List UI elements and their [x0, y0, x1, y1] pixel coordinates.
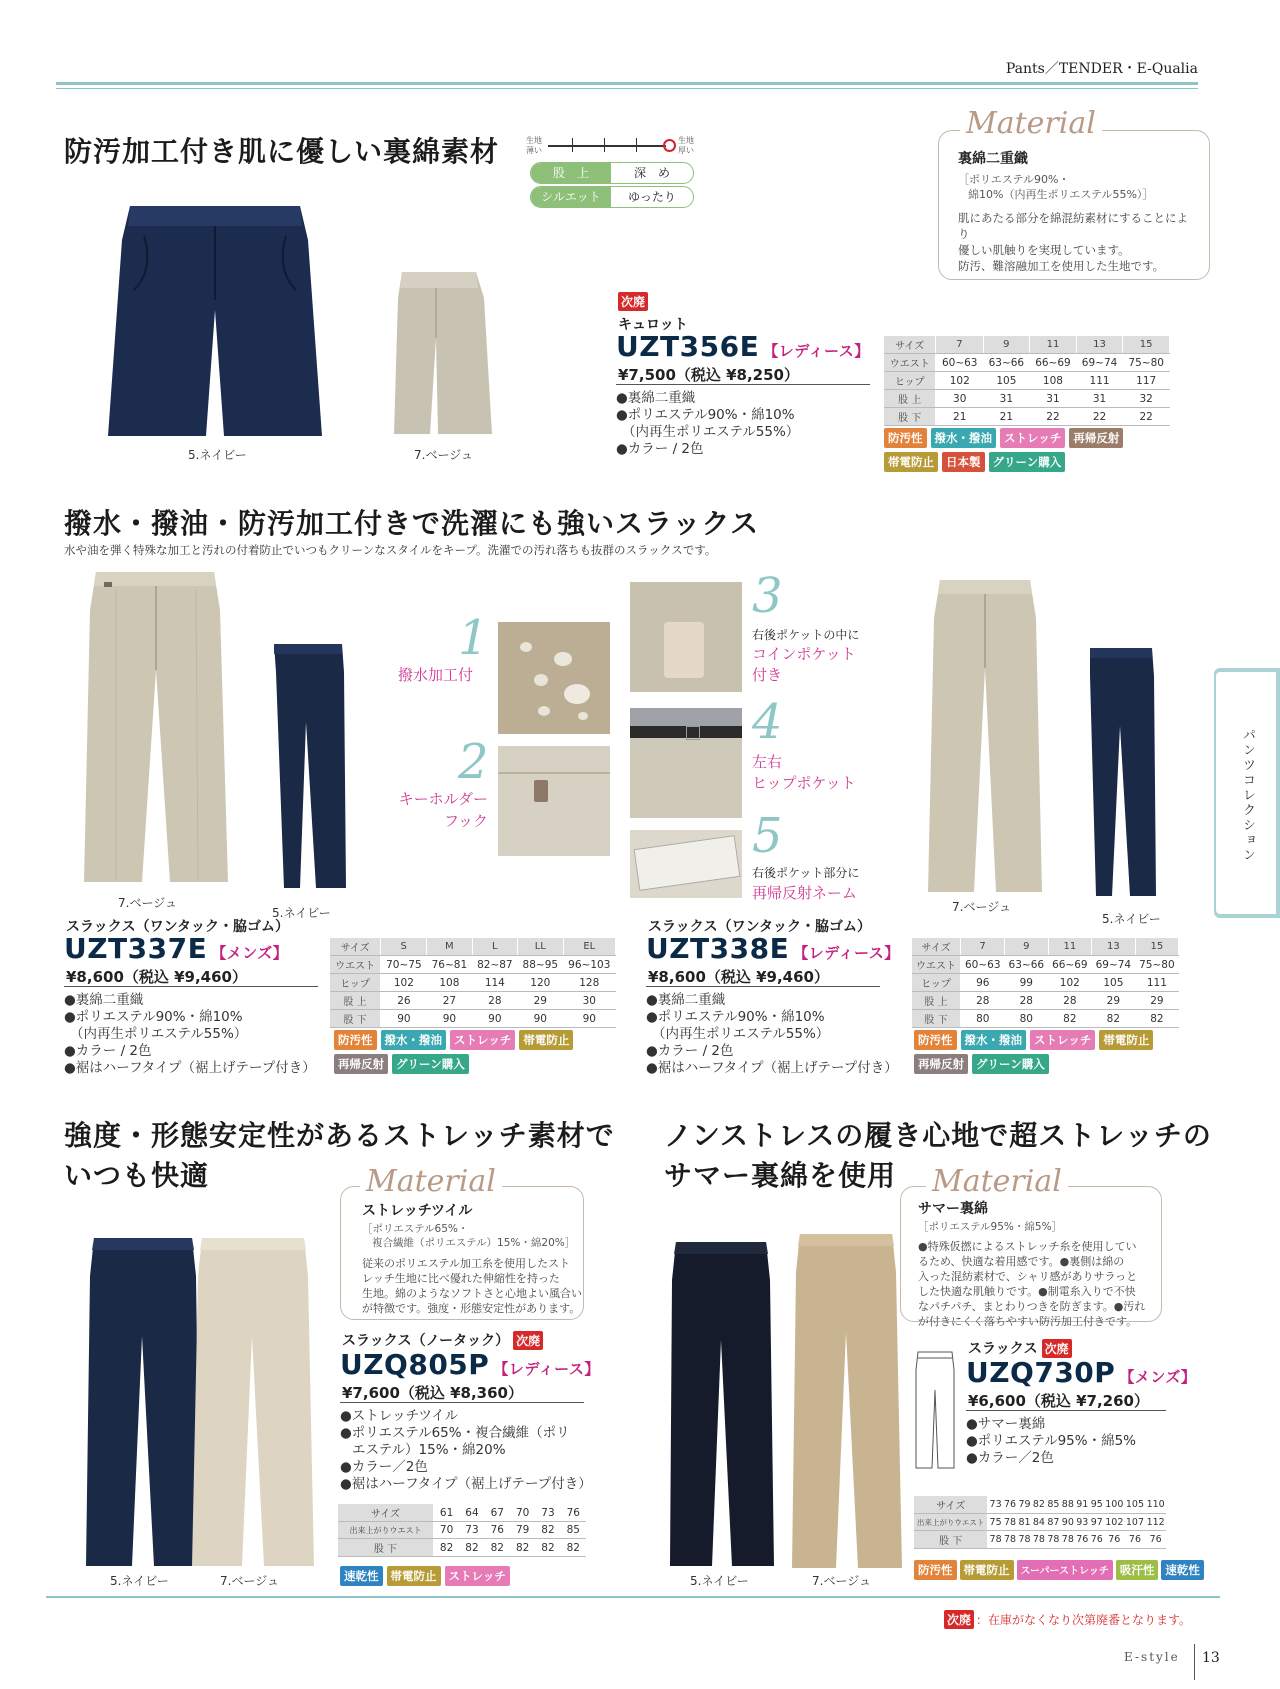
- caption-730-navy: 5.ネイビー: [690, 1574, 749, 1588]
- product-model-805: UZQ805P 【レディース】: [340, 1348, 600, 1381]
- badges-uzt337e: [334, 1030, 624, 1074]
- product-price-805: ¥7,600（税込 ¥8,360）: [342, 1384, 523, 1402]
- header-rule-thin: [56, 88, 1198, 89]
- scale-row-silhouette: シルエット ゆったり: [530, 186, 694, 208]
- badge: グリーン購入: [989, 452, 1066, 472]
- product-category-338: スラックス（ワンタック・脇ゴム）: [648, 919, 872, 935]
- product-features-730: ●サマー裏綿 ●ポリエステル95%・綿5% ●カラー／2色: [966, 1416, 1136, 1466]
- badge: ストレッチ: [1030, 1030, 1095, 1050]
- badge: 速乾性: [1161, 1560, 1204, 1580]
- caption-338-beige: 7.ベージュ: [952, 900, 1011, 914]
- badge: グリーン購入: [392, 1054, 469, 1074]
- culotte-navy-photo: [104, 200, 326, 440]
- product-price-338: ¥8,600（税込 ¥9,460）: [648, 968, 829, 986]
- product-price-730: ¥6,600（税込 ¥7,260）: [968, 1392, 1149, 1410]
- scale-line: [548, 145, 666, 147]
- badges-uzq805p: [340, 1566, 590, 1586]
- header-rule: [56, 82, 1198, 85]
- material-name-4: サマー裏綿: [918, 1201, 988, 1217]
- coin-pocket-photo: [630, 582, 742, 692]
- detail-pre-3: 右後ポケットの中に: [752, 628, 860, 642]
- slacks-337-navy-photo: [270, 642, 350, 892]
- badge: 再帰反射: [914, 1054, 968, 1074]
- size-table-uzq730p: サイズ 73 76 79 82 85 88 91 95 100 105 110 出来上がりウエスト 75 78 81 84 87 90 93 97 102 107 112 股 下 78 78 78 78 78 78 76 76 76 76 76: [914, 1496, 1166, 1549]
- detail-number-2: 2: [458, 734, 489, 790]
- badge: 帯電防止: [884, 452, 938, 472]
- caption-805-beige: 7.ベージュ: [220, 1574, 279, 1588]
- product-rule-337: [64, 986, 318, 987]
- badge: 防汚性: [334, 1030, 377, 1050]
- footer-divider: [1194, 1644, 1195, 1680]
- product-features-805: ●ストレッチツイル ●ポリエステル65%・複合繊維（ポリ エステル）15%・綿20% ●カラー／2色 ●裾はハーフタイプ（裾上げテープ付き）: [340, 1408, 592, 1492]
- footer-rule: [46, 1596, 1220, 1598]
- badge: 帯電防止: [519, 1030, 573, 1050]
- material-name-3: ストレッチツイル: [362, 1203, 473, 1219]
- reflective-name-photo: [630, 830, 742, 898]
- product-header-805: スラックス（ノータック） 次廃: [342, 1330, 543, 1350]
- badge: 速乾性: [340, 1566, 383, 1586]
- section1-headline: 防汚加工付き肌に優しい裏綿素材: [64, 135, 500, 168]
- product-header-730: スラックス 次廃: [968, 1338, 1072, 1358]
- size-table-uzq805p: サイズ 61 64 67 70 73 76 出来上がりウエスト 70 73 76 79 82 85 股 下 82 82 82 82 82 82: [338, 1504, 586, 1557]
- size-table-uzt338e: サイズ 7 9 11 13 15 ウエスト 60~63 63~66 66~69 69~74 75~80 ヒップ 96 99 102 105 111 股 上 28 28 28 29 29 股 下 80 80 82 82 82: [912, 938, 1179, 1028]
- product-features-338: ●裏綿二重織 ●ポリエステル90%・綿10% （内再生ポリエステル55%） ●カラー / 2色 ●裾はハーフタイプ（裾上げテープ付き）: [646, 992, 898, 1076]
- side-tab: [1214, 668, 1280, 918]
- badge: 撥水・撥油: [931, 428, 997, 448]
- detail-pre-5: 右後ポケット部分に: [752, 866, 860, 880]
- caption-730-beige: 7.ベージュ: [812, 1574, 871, 1588]
- material-title-4: Material: [926, 1164, 1068, 1199]
- detail-label-3: コインポケット 付き: [752, 645, 856, 684]
- product-features-337: ●裏綿二重織 ●ポリエステル90%・綿10% （内再生ポリエステル55%） ●カラー / 2色 ●裾はハーフタイプ（裾上げテープ付き）: [64, 992, 316, 1076]
- detail-label-4: 左右 ヒップポケット: [752, 753, 856, 792]
- product-model-338: UZT338E 【レディース】: [646, 932, 900, 965]
- product-rule-805: [340, 1402, 584, 1403]
- material-title-1: Material: [960, 106, 1102, 141]
- section2-lead: 水や油を弾く特殊な加工と汚れの付着防止でいつもクリーンなスタイルをキープ。洗濯での汚れ落ちも抜群のスラックスです。: [64, 543, 717, 557]
- caption-337-navy: 5.ネイビー: [272, 906, 331, 920]
- slacks-805-navy-photo: [84, 1236, 202, 1570]
- product-model-337: UZT337E 【メンズ】: [64, 932, 289, 965]
- running-title: Pants／TENDER・E-Qualia: [1005, 61, 1198, 77]
- badge: スーパーストレッチ: [1017, 1560, 1113, 1580]
- badge: ストレッチ: [445, 1566, 510, 1586]
- scale-right-bottom: 厚い: [678, 146, 694, 155]
- flat-trouser-sketch: [914, 1350, 956, 1470]
- badges-uzt338e: [914, 1030, 1204, 1074]
- section3-headline: 強度・形態安定性があるストレッチ素材で いつも快適: [64, 1119, 615, 1192]
- key-holder-photo: [498, 746, 610, 856]
- product-rule-730: [966, 1410, 1166, 1411]
- product-category: キュロット: [618, 317, 688, 333]
- material-name-1: 裏綿二重織: [958, 151, 1028, 167]
- section4-headline: ノンストレスの履き心地で超ストレッチの サマー裏綿を使用: [664, 1119, 1212, 1192]
- slacks-730-navy-photo: [666, 1240, 776, 1570]
- badge: グリーン購入: [972, 1054, 1049, 1074]
- product-rule: [616, 384, 870, 385]
- badge: 再帰反射: [1069, 428, 1123, 448]
- detail-number-4: 4: [752, 694, 783, 750]
- slacks-730-beige-photo: [788, 1232, 904, 1572]
- page-number: 13: [1202, 1650, 1220, 1666]
- scale-marker: [663, 139, 676, 152]
- badge: 防汚性: [884, 428, 927, 448]
- caption-805-navy: 5.ネイビー: [110, 1574, 169, 1588]
- badges-uzt356e: [884, 428, 1174, 472]
- badge: ストレッチ: [1000, 428, 1065, 448]
- caption-culotte-beige: 7.ベージュ: [414, 448, 473, 462]
- product-rule-338: [646, 986, 880, 987]
- footer-note: 次廃 ：在庫がなくなり次第廃番となります。: [944, 1610, 1191, 1629]
- hip-pocket-photo: [630, 708, 742, 818]
- product-model-730: UZQ730P 【メンズ】: [966, 1356, 1197, 1389]
- side-tab-label: パンツコレクション: [1240, 728, 1255, 863]
- size-table-uzt356e: サイズ 7 9 11 13 15 ウエスト 60~63 63~66 66~69 69~74 75~80 ヒップ 102 105 108 111 117 股 上 30 31 31 31 32 股 下 21 21 22 22 22: [884, 336, 1170, 426]
- slacks-338-navy-photo: [1086, 646, 1158, 900]
- caption-337-beige: 7.ベージュ: [118, 896, 177, 910]
- badge: 帯電防止: [1099, 1030, 1153, 1050]
- badge: 防汚性: [914, 1030, 957, 1050]
- badge: ストレッチ: [450, 1030, 515, 1050]
- detail-number-3: 3: [752, 568, 783, 624]
- size-table-uzt337e: サイズ S M L LL EL ウエスト 70~75 76~81 82~87 88~95 96~103 ヒップ 102 108 114 120 128 股 上 26 27 28 29 30 股 下 90 90 90 90 90: [330, 938, 616, 1028]
- slacks-805-beige-photo: [186, 1236, 316, 1570]
- product-category-337: スラックス（ワンタック・脇ゴム）: [66, 919, 290, 935]
- scale-row-rise: 股 上 深 め: [530, 162, 694, 184]
- caption-338-navy: 5.ネイビー: [1102, 912, 1161, 926]
- badge: 撥水・撥油: [961, 1030, 1027, 1050]
- product-features: ●裏綿二重織 ●ポリエステル90%・綿10% （内再生ポリエステル55%） ●カラー / 2色: [616, 390, 800, 457]
- scale-left-top: 生地: [526, 136, 542, 145]
- detail-number-1: 1: [458, 610, 489, 666]
- detail-number-5: 5: [752, 808, 783, 864]
- material-title-3: Material: [360, 1164, 502, 1199]
- badge: 再帰反射: [334, 1054, 388, 1074]
- badge: 日本製: [942, 452, 985, 472]
- slacks-337-beige-photo: [76, 570, 234, 886]
- scale-right-top: 生地: [678, 136, 694, 145]
- badge: 防汚性: [914, 1560, 957, 1580]
- product-price: ¥7,500（税込 ¥8,250）: [618, 366, 799, 384]
- badge: 帯電防止: [960, 1560, 1014, 1580]
- footer-brand: E-style: [1124, 1650, 1180, 1664]
- caption-culotte-navy: 5.ネイビー: [188, 448, 247, 462]
- detail-label-5: 再帰反射ネーム: [752, 884, 858, 902]
- detail-label-1: 撥水加工付: [398, 666, 474, 684]
- badge: 吸汗性: [1116, 1560, 1159, 1580]
- section2-headline: 撥水・撥油・防汚加工付きで洗濯にも強いスラックス: [64, 507, 760, 540]
- product-price-337: ¥8,600（税込 ¥9,460）: [66, 968, 247, 986]
- water-repellent-photo: [498, 622, 610, 734]
- culotte-beige-photo: [392, 268, 494, 438]
- scale-left-bottom: 薄い: [526, 146, 542, 155]
- badges-uzq730p: [914, 1560, 1204, 1580]
- slacks-338-beige-photo: [926, 578, 1044, 896]
- badge: 帯電防止: [387, 1566, 441, 1586]
- product-model: UZT356E 【レディース】: [616, 330, 870, 363]
- badge: 撥水・撥油: [381, 1030, 447, 1050]
- detail-label-2: キーホルダー フック: [398, 790, 488, 830]
- discontinued-tag: 次廃: [618, 292, 648, 311]
